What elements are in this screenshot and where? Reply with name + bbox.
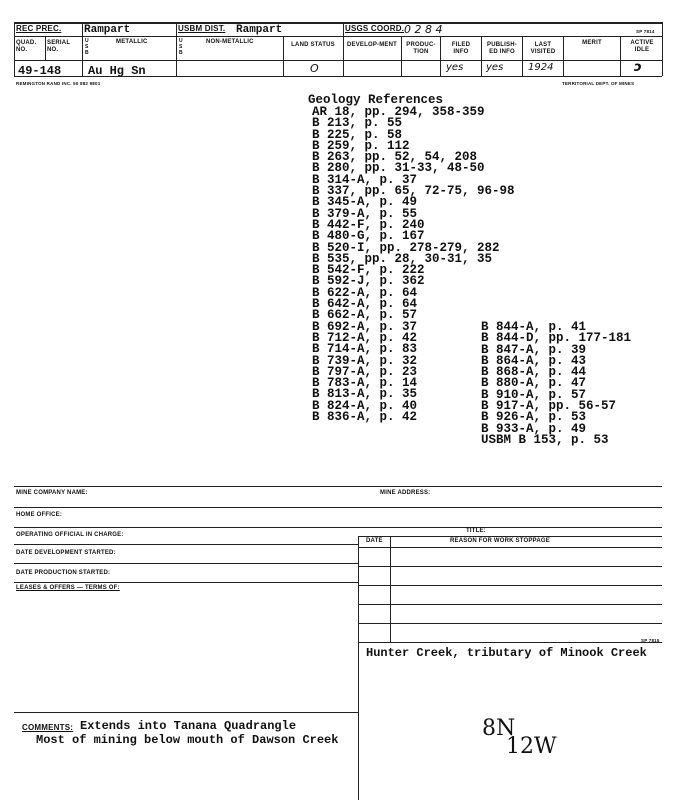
reference-entry: B 926-A, p. 53 [481, 410, 587, 425]
divider [14, 36, 662, 37]
reference-entry: B 917-A, pp. 56-57 [481, 399, 617, 414]
reference-entry: B 259, p. 112 [312, 138, 410, 153]
divider [358, 642, 662, 643]
home-office-label: HOME OFFICE: [16, 512, 63, 518]
divider [14, 712, 358, 713]
mine-address-label: MINE ADDRESS: [380, 490, 431, 496]
usgs-coord-value: 0 2 8 4 [404, 23, 443, 36]
reference-entry: B 714-A, p. 83 [312, 342, 418, 357]
merit-label: MERIT [582, 40, 602, 46]
reference-entry: B 314-A, p. 37 [312, 172, 418, 187]
reference-entry: B 542-F, p. 222 [312, 263, 425, 278]
divider [14, 563, 358, 564]
leases-label: LEASES & OFFERS — TERMS OF: [16, 585, 120, 591]
reference-entry: B 864-A, p. 43 [481, 353, 587, 368]
divider [358, 604, 662, 605]
divider [481, 36, 482, 76]
reference-entry: B 592-J, p. 362 [312, 274, 425, 289]
divider [176, 22, 177, 76]
usbm-side-label-metallic: U S B [85, 38, 89, 56]
township-handwritten: 8N [482, 716, 516, 741]
reference-entry: B 783-A, p. 14 [312, 376, 418, 391]
development-label: DEVELOP-MENT [346, 42, 398, 48]
reference-entry: B 824-A, p. 40 [312, 398, 418, 413]
divider [440, 36, 441, 76]
divider [358, 536, 359, 800]
last-visited-value: 1924 [528, 62, 554, 73]
reference-entry: B 520-I, pp. 278-279, 282 [312, 240, 500, 255]
reference-entry: USBM B 153, p. 53 [481, 432, 609, 447]
divider [14, 544, 358, 545]
reference-entry: B 280, pp. 31-33, 48-50 [312, 161, 485, 176]
filed-info-label: FILED INFO [451, 42, 471, 55]
metallic-value: Au Hg Sn [88, 64, 146, 78]
reference-entry: B 337, pp. 65, 72-75, 96-98 [312, 184, 515, 199]
usbm-dist-label: USBM DIST. [178, 24, 226, 33]
references-title: Geology References [308, 93, 444, 107]
land-status-value: O [310, 62, 319, 75]
reference-entry: B 535, pp. 28, 30-31, 35 [312, 251, 493, 266]
reference-entry: B 910-A, p. 57 [481, 387, 587, 402]
divider [14, 527, 662, 528]
reference-entry: B 739-A, p. 32 [312, 353, 418, 368]
divider [14, 60, 662, 61]
reason-label: REASON FOR WORK STOPPAGE [450, 538, 550, 544]
reference-entry: B 847-A, p. 39 [481, 342, 587, 357]
divider [358, 536, 662, 537]
reference-entry: B 442-F, p. 240 [312, 217, 425, 232]
references-right-list [481, 322, 631, 446]
reference-entry: B 868-A, p. 44 [481, 365, 587, 380]
divider [14, 486, 662, 487]
date-production-label: DATE PRODUCTION STARTED: [16, 570, 111, 576]
comments-line-1: Extends into Tanana Quadrangle [80, 719, 297, 733]
reference-entry: B 662-A, p. 57 [312, 308, 418, 323]
metallic-label: METALLIC [116, 39, 148, 45]
comments-label: COMMENTS: [22, 723, 74, 732]
reference-entry: B 642-A, p. 64 [312, 297, 418, 312]
reference-entry: B 379-A, p. 55 [312, 206, 418, 221]
date-label: DATE [366, 538, 383, 544]
non-metallic-label: NON-METALLIC [206, 39, 254, 45]
printer-line: REMINGTON RAND INC. 50 882 9801 [16, 81, 101, 86]
operating-official-label: OPERATING OFFICIAL IN CHARGE: [16, 532, 124, 538]
divider [343, 22, 344, 76]
divider [14, 22, 15, 76]
reference-entry: B 622-A, p. 64 [312, 285, 418, 300]
divider [620, 36, 621, 76]
form-number-top: SP 7814 [636, 29, 655, 34]
active-idle-mark: ↄ [634, 60, 642, 75]
last-visited-label: LAST VISITED [530, 42, 556, 55]
divider [283, 36, 284, 76]
production-label: PRODUC-TION [406, 42, 436, 55]
usbm-side-label-nonmetallic: U S B [179, 38, 183, 56]
form-number-bottom: SP 7815 [641, 638, 660, 643]
reference-entry: B 880-A, p. 47 [481, 376, 587, 391]
reference-entry: B 836-A, p. 42 [312, 410, 418, 425]
divider [358, 547, 662, 548]
reference-entry: B 844-D, pp. 177-181 [481, 331, 632, 346]
location-text: Hunter Creek, tributary of Minook Creek [366, 646, 647, 660]
reference-entry: B 692-A, p. 37 [312, 319, 418, 334]
divider [358, 566, 662, 567]
quad-serial-value: 49-148 [18, 64, 62, 78]
filed-info-value: yes [446, 62, 464, 73]
range-handwritten: 12W [506, 734, 557, 759]
divider [390, 536, 391, 642]
serial-label: SERIAL NO. [47, 40, 71, 53]
quad-label: QUAD. NO. [16, 40, 37, 53]
divider [14, 507, 662, 508]
divider [563, 36, 564, 76]
reference-entry: B 263, pp. 52, 54, 208 [312, 150, 478, 165]
reference-entry: B 813-A, p. 35 [312, 387, 418, 402]
reference-entry: B 213, p. 55 [312, 116, 403, 131]
published-info-value: yes [486, 62, 504, 73]
reference-entry: B 480-G, p. 167 [312, 229, 425, 244]
rec-prec-value: Rampart [84, 24, 131, 36]
active-idle-label: ACTIVE IDLE [630, 40, 654, 53]
divider [358, 623, 662, 624]
mine-company-label: MINE COMPANY NAME: [16, 490, 88, 496]
reference-entry: B 797-A, p. 23 [312, 364, 418, 379]
divider [358, 585, 662, 586]
title-label: TITLE: [466, 528, 486, 534]
divider [14, 582, 358, 583]
divider [662, 22, 663, 76]
usbm-dist-value: Rampart [236, 24, 283, 36]
reference-entry: B 712-A, p. 42 [312, 330, 418, 345]
comments-line-2: Most of mining below mouth of Dawson Creek [36, 733, 339, 747]
rec-prec-label: REC PREC. [16, 24, 62, 33]
reference-entry: B 225, p. 58 [312, 127, 403, 142]
reference-entry: AR 18, pp. 294, 358-359 [312, 105, 485, 119]
usgs-coord-label: USGS COORD. [345, 24, 405, 33]
reference-entry: B 933-A, p. 49 [481, 421, 587, 436]
published-info-label: PUBLISH-ED INFO [487, 42, 517, 55]
divider [82, 22, 83, 76]
dept-line: TERRITORIAL DEPT. OF MINES [562, 81, 635, 86]
land-status-label: LAND STATUS [291, 42, 335, 48]
divider [401, 36, 402, 76]
date-development-label: DATE DEVELOPMENT STARTED: [16, 550, 116, 556]
divider [45, 36, 46, 60]
reference-entry: B 844-A, p. 41 [481, 320, 587, 334]
reference-entry: B 345-A, p. 49 [312, 195, 418, 210]
divider [522, 36, 523, 76]
